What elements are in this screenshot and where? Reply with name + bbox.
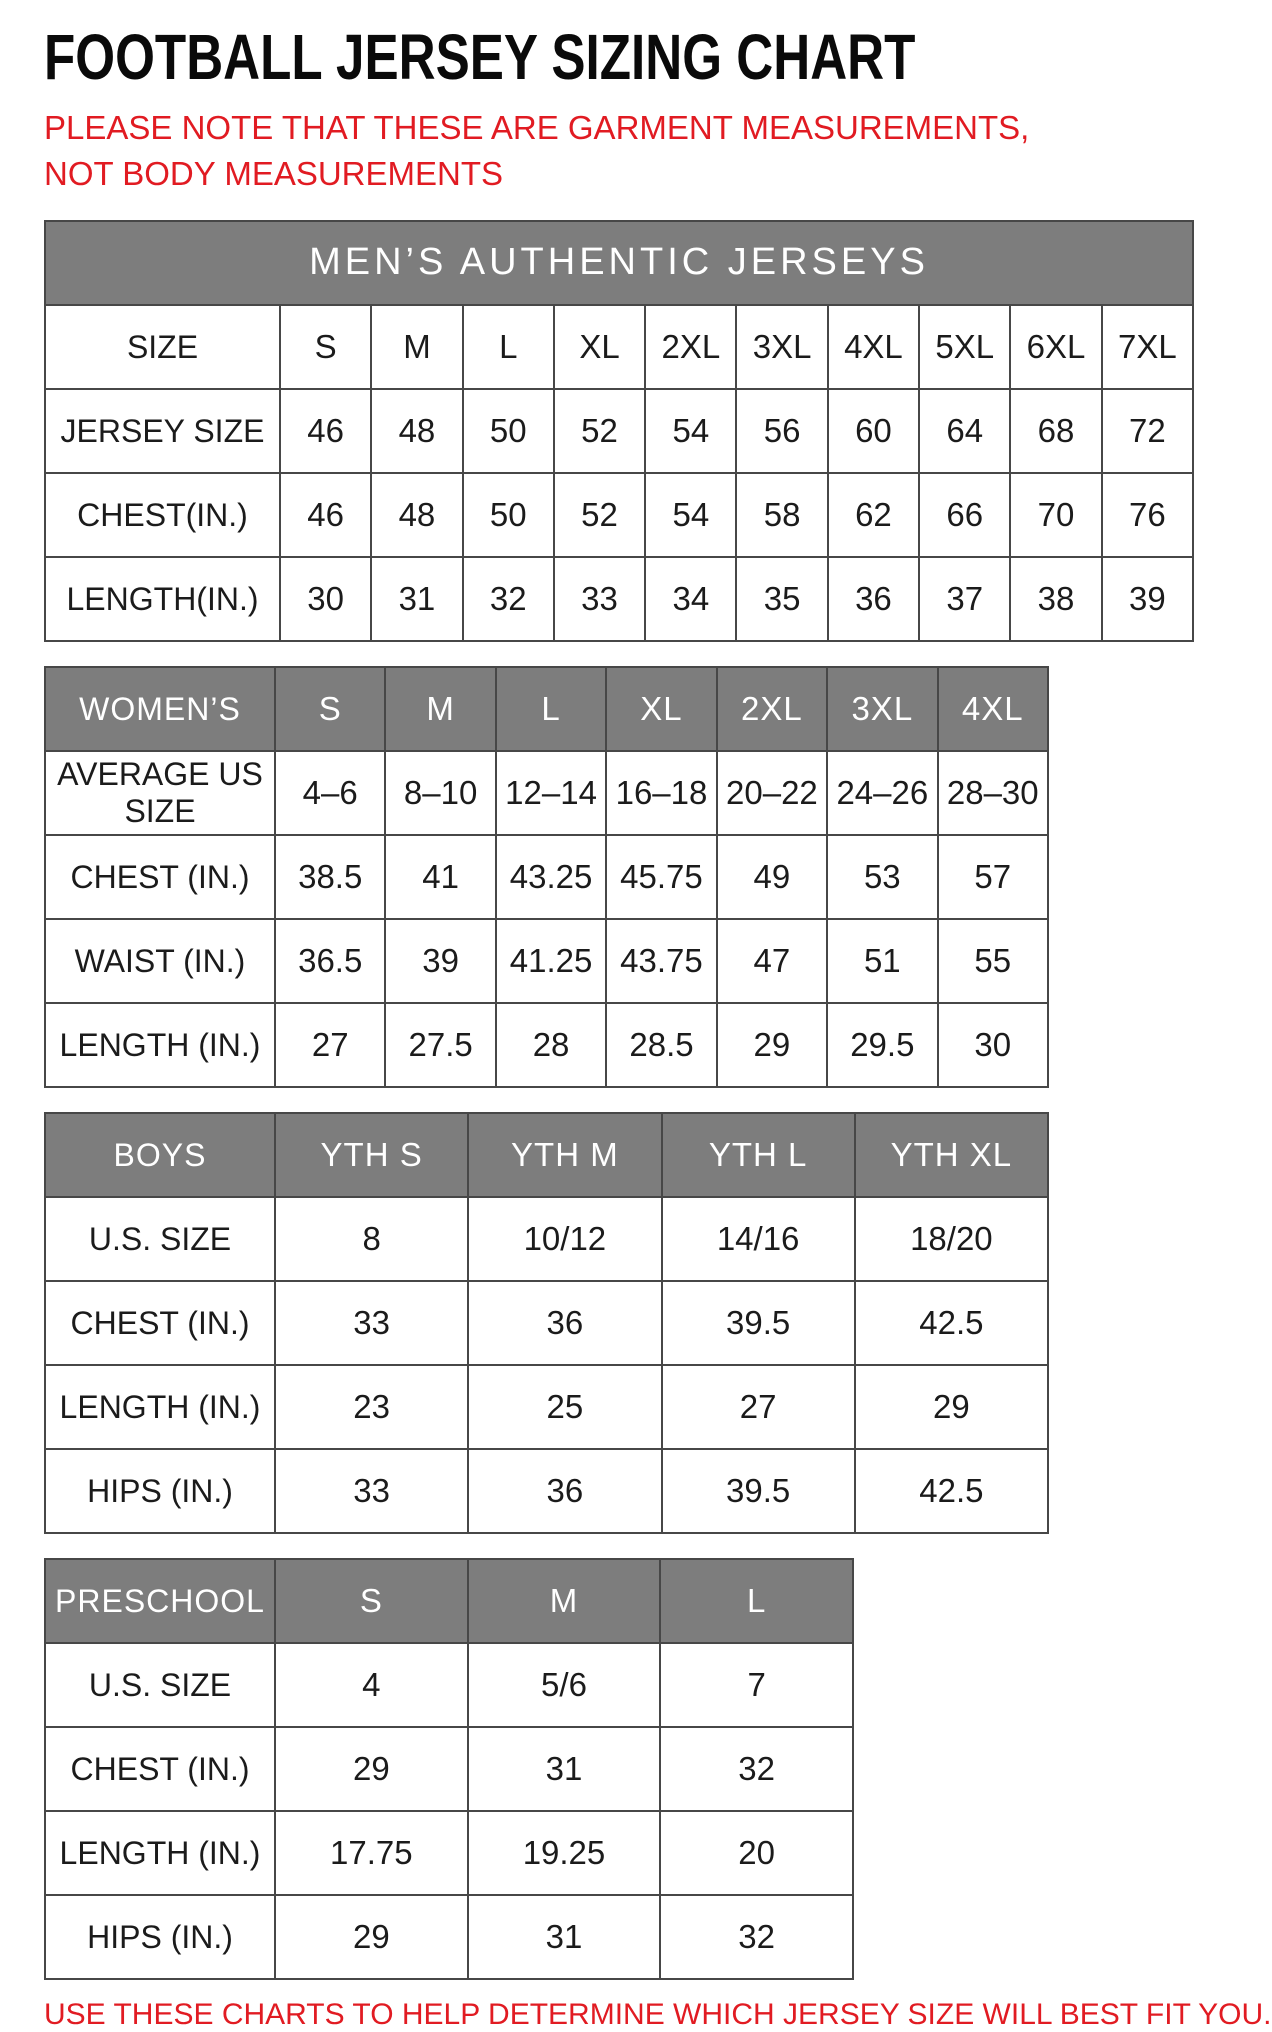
- cell-value: 5XL: [919, 305, 1010, 389]
- cell-value: 24–26: [827, 751, 937, 835]
- column-header: M: [468, 1559, 661, 1643]
- cell-value: 49: [717, 835, 827, 919]
- cell-value: 55: [938, 919, 1048, 1003]
- table-row: [45, 1365, 1048, 1449]
- footer-note: USE THESE CHARTS TO HELP DETERMINE WHICH JERSEY SIZE WILL BEST FIT YOU.: [44, 1998, 1272, 2032]
- cell-value: 34: [645, 557, 736, 641]
- cell-value: 18/20: [855, 1197, 1048, 1281]
- cell-value: 39.5: [662, 1281, 855, 1365]
- row-label-header: BOYS: [45, 1113, 275, 1197]
- table-row: [45, 751, 1048, 835]
- cell-value: 32: [660, 1895, 853, 1979]
- row-label: CHEST (IN.): [45, 835, 275, 919]
- column-header: L: [496, 667, 606, 751]
- cell-value: 72: [1102, 389, 1193, 473]
- column-header: YTH M: [468, 1113, 661, 1197]
- table-row: [45, 473, 1193, 557]
- cell-value: 3XL: [736, 305, 827, 389]
- cell-value: 57: [938, 835, 1048, 919]
- cell-value: S: [280, 305, 371, 389]
- table-row: [45, 1003, 1048, 1087]
- row-label-header: PRESCHOOL: [45, 1559, 275, 1643]
- cell-value: 68: [1010, 389, 1101, 473]
- table-row: [45, 1811, 853, 1895]
- cell-value: 31: [468, 1895, 661, 1979]
- cell-value: XL: [554, 305, 645, 389]
- table-row: [45, 305, 1193, 389]
- cell-value: M: [371, 305, 462, 389]
- cell-value: 52: [554, 473, 645, 557]
- garment-measurements-note: PLEASE NOTE THAT THESE ARE GARMENT MEASUREMENTS, NOT BODY MEASUREMENTS: [44, 109, 1030, 192]
- cell-value: 19.25: [468, 1811, 661, 1895]
- cell-value: 45.75: [606, 835, 716, 919]
- cell-value: 8–10: [385, 751, 495, 835]
- cell-value: 33: [275, 1281, 468, 1365]
- table-row: [45, 1895, 853, 1979]
- cell-value: 4: [275, 1643, 468, 1727]
- cell-value: 54: [645, 473, 736, 557]
- cell-value: 28.5: [606, 1003, 716, 1087]
- table-header-row: [45, 1113, 1048, 1197]
- cell-value: 60: [828, 389, 919, 473]
- row-label: LENGTH(IN.): [45, 557, 280, 641]
- cell-value: 6XL: [1010, 305, 1101, 389]
- cell-value: 14/16: [662, 1197, 855, 1281]
- row-label: CHEST(IN.): [45, 473, 280, 557]
- column-header: S: [275, 1559, 468, 1643]
- mens-authentic-jerseys-table: [44, 220, 1194, 642]
- column-header: M: [385, 667, 495, 751]
- cell-value: 52: [554, 389, 645, 473]
- cell-value: 43.75: [606, 919, 716, 1003]
- cell-value: 30: [938, 1003, 1048, 1087]
- row-label: LENGTH (IN.): [45, 1365, 275, 1449]
- womens-sizing-table: [44, 666, 1049, 1088]
- cell-value: 7: [660, 1643, 853, 1727]
- cell-value: 20–22: [717, 751, 827, 835]
- table-header-row: [45, 667, 1048, 751]
- cell-value: L: [463, 305, 554, 389]
- cell-value: 35: [736, 557, 827, 641]
- cell-value: 39: [1102, 557, 1193, 641]
- cell-value: 37: [919, 557, 1010, 641]
- cell-value: 58: [736, 473, 827, 557]
- cell-value: 64: [919, 389, 1010, 473]
- table-row: [45, 1727, 853, 1811]
- column-header: YTH L: [662, 1113, 855, 1197]
- cell-value: 29: [855, 1365, 1048, 1449]
- cell-value: 29: [275, 1895, 468, 1979]
- cell-value: 32: [660, 1727, 853, 1811]
- row-label-header: WOMEN’S: [45, 667, 275, 751]
- row-label: CHEST (IN.): [45, 1281, 275, 1365]
- cell-value: 30: [280, 557, 371, 641]
- cell-value: 4XL: [828, 305, 919, 389]
- page-title: FOOTBALL JERSEY SIZING CHART: [44, 21, 916, 93]
- row-label: WAIST (IN.): [45, 919, 275, 1003]
- cell-value: 38: [1010, 557, 1101, 641]
- cell-value: 23: [275, 1365, 468, 1449]
- column-header: YTH S: [275, 1113, 468, 1197]
- cell-value: 42.5: [855, 1281, 1048, 1365]
- cell-value: 28–30: [938, 751, 1048, 835]
- cell-value: 25: [468, 1365, 661, 1449]
- cell-value: 27.5: [385, 1003, 495, 1087]
- cell-value: 47: [717, 919, 827, 1003]
- column-header: 4XL: [938, 667, 1048, 751]
- column-header: YTH XL: [855, 1113, 1048, 1197]
- cell-value: 16–18: [606, 751, 716, 835]
- cell-value: 10/12: [468, 1197, 661, 1281]
- row-label: HIPS (IN.): [45, 1449, 275, 1533]
- row-label: JERSEY SIZE: [45, 389, 280, 473]
- cell-value: 2XL: [645, 305, 736, 389]
- table-row: [45, 1449, 1048, 1533]
- cell-value: 70: [1010, 473, 1101, 557]
- cell-value: 31: [371, 557, 462, 641]
- cell-value: 8: [275, 1197, 468, 1281]
- cell-value: 46: [280, 389, 371, 473]
- column-header: XL: [606, 667, 716, 751]
- table-row: [45, 835, 1048, 919]
- column-header: S: [275, 667, 385, 751]
- cell-value: 20: [660, 1811, 853, 1895]
- cell-value: 39.5: [662, 1449, 855, 1533]
- cell-value: 46: [280, 473, 371, 557]
- row-label: U.S. SIZE: [45, 1643, 275, 1727]
- cell-value: 43.25: [496, 835, 606, 919]
- cell-value: 4–6: [275, 751, 385, 835]
- cell-value: 29: [275, 1727, 468, 1811]
- cell-value: 62: [828, 473, 919, 557]
- column-header: L: [660, 1559, 853, 1643]
- cell-value: 41.25: [496, 919, 606, 1003]
- table-row: [45, 1643, 853, 1727]
- row-label: HIPS (IN.): [45, 1895, 275, 1979]
- table-row: [45, 919, 1048, 1003]
- cell-value: 17.75: [275, 1811, 468, 1895]
- cell-value: 76: [1102, 473, 1193, 557]
- cell-value: 42.5: [855, 1449, 1048, 1533]
- cell-value: 51: [827, 919, 937, 1003]
- cell-value: 38.5: [275, 835, 385, 919]
- cell-value: 28: [496, 1003, 606, 1087]
- cell-value: 50: [463, 389, 554, 473]
- row-label: U.S. SIZE: [45, 1197, 275, 1281]
- column-header: 2XL: [717, 667, 827, 751]
- cell-value: 29: [717, 1003, 827, 1087]
- cell-value: 66: [919, 473, 1010, 557]
- cell-value: 36: [468, 1281, 661, 1365]
- table-title-row: [45, 221, 1193, 305]
- column-header: 3XL: [827, 667, 937, 751]
- cell-value: 12–14: [496, 751, 606, 835]
- cell-value: 32: [463, 557, 554, 641]
- row-label: SIZE: [45, 305, 280, 389]
- table-row: [45, 1197, 1048, 1281]
- cell-value: 56: [736, 389, 827, 473]
- boys-sizing-table: [44, 1112, 1049, 1534]
- cell-value: 36: [828, 557, 919, 641]
- row-label: LENGTH (IN.): [45, 1811, 275, 1895]
- cell-value: 48: [371, 473, 462, 557]
- table-row: [45, 389, 1193, 473]
- table-row: [45, 1281, 1048, 1365]
- cell-value: 48: [371, 389, 462, 473]
- table-header-row: [45, 1559, 853, 1643]
- cell-value: 7XL: [1102, 305, 1193, 389]
- cell-value: 33: [275, 1449, 468, 1533]
- cell-value: 36: [468, 1449, 661, 1533]
- table-title: MEN’S AUTHENTIC JERSEYS: [45, 221, 1193, 305]
- row-label: CHEST (IN.): [45, 1727, 275, 1811]
- cell-value: 29.5: [827, 1003, 937, 1087]
- table-row: [45, 557, 1193, 641]
- cell-value: 41: [385, 835, 495, 919]
- cell-value: 31: [468, 1727, 661, 1811]
- cell-value: 36.5: [275, 919, 385, 1003]
- row-label: LENGTH (IN.): [45, 1003, 275, 1087]
- cell-value: 5/6: [468, 1643, 661, 1727]
- cell-value: 54: [645, 389, 736, 473]
- preschool-sizing-table: [44, 1558, 854, 1980]
- cell-value: 33: [554, 557, 645, 641]
- cell-value: 50: [463, 473, 554, 557]
- row-label: AVERAGE US SIZE: [45, 751, 275, 835]
- cell-value: 27: [662, 1365, 855, 1449]
- cell-value: 53: [827, 835, 937, 919]
- cell-value: 27: [275, 1003, 385, 1087]
- cell-value: 39: [385, 919, 495, 1003]
